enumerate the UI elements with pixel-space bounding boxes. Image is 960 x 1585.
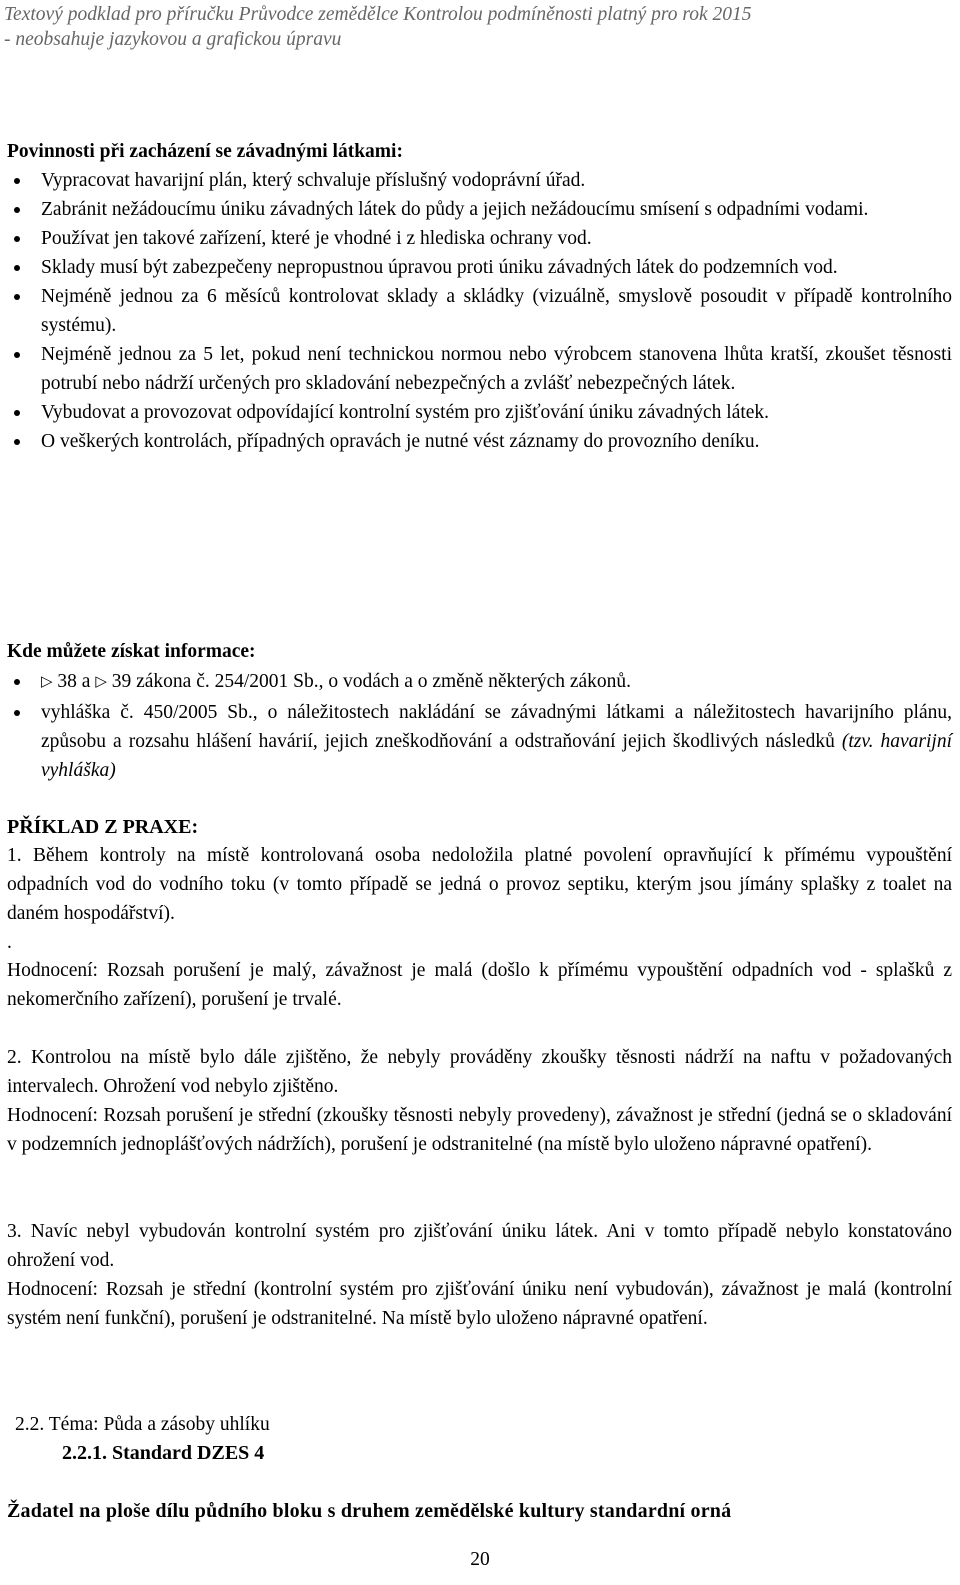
section-title: 2.2. Téma: Půda a zásoby uhlíku	[15, 1414, 270, 1435]
duties-heading: Povinnosti při zacházení se závadnými látkami:	[7, 141, 403, 162]
law-ref-b: 39 zákona č. 254/2001 Sb.	[111, 671, 319, 692]
practice-evaluation-2: Hodnocení: Rozsah porušení je střední (zkoušky těsnosti nebyly provedeny), závažnost je střední (jedná se o skladování v podzemních jednoplášťových nádržích), porušení je odstranitelné (na místě bylo uloženo nápravné opatření).	[7, 1105, 952, 1155]
list-item: Vypracovat havarijní plán, který schvaluje příslušný vodoprávní úřad.	[7, 166, 952, 195]
arrow-icon: ▷	[41, 674, 53, 690]
section-subtitle: 2.2.1. Standard DZES 4	[62, 1442, 265, 1464]
practice-heading: PŘÍKLAD Z PRAXE:	[7, 816, 199, 838]
practice-dot: .	[7, 932, 12, 953]
practice-evaluation-1: Hodnocení: Rozsah porušení je malý, závažnost je malá (došlo k přímému vypouštění odpadních vod - splašků z nekomerčního zařízení), porušení je trvalé.	[7, 960, 952, 1010]
section-lead: Žadatel na ploše dílu půdního bloku s druhem zemědělské kultury standardní orná	[7, 1500, 732, 1522]
decree-alias: (tzv. havarijní vyhláška)	[41, 731, 952, 781]
practice-evaluation-3: Hodnocení: Rozsah je střední (kontrolní systém pro zjišťování úniku není vybudován), závažnost je malá (kontrolní systém není funkční), porušení je odstranitelné. Na místě bylo uloženo nápravné opatření.	[7, 1279, 952, 1329]
info-list	[7, 667, 952, 785]
list-item: Nejméně jednou za 6 měsíců kontrolovat sklady a skládky (vizuálně, smyslově posoudit v případě kontrolního systému).	[7, 282, 952, 340]
practice-case-3: 3. Navíc nebyl vybudován kontrolní systém pro zjišťování úniku látek. Ani v tomto případě nebylo konstatováno ohrožení vod.	[7, 1221, 952, 1271]
list-item	[7, 698, 952, 785]
info-heading: Kde můžete získat informace:	[7, 641, 256, 662]
header-line-1: Textový podklad pro příručku Průvodce zemědělce Kontrolou podmíněnosti platný pro rok 2015	[4, 4, 752, 25]
list-item: Používat jen takové zařízení, které je vhodné i z hlediska ochrany vod.	[7, 224, 952, 253]
decree-ref: vyhláška č. 450/2005 Sb.	[41, 702, 253, 723]
page-number: 20	[470, 1549, 490, 1570]
list-item	[7, 667, 952, 698]
duties-list	[7, 166, 952, 456]
arrow-icon: ▷	[95, 674, 107, 690]
document-header	[4, 2, 752, 52]
list-item: Zabránit nežádoucímu úniku závadných látek do půdy a jejich nežádoucímu smísení s odpadními vodami.	[7, 195, 952, 224]
header-line-2: - neobsahuje jazykovou a grafickou úpravu	[4, 29, 342, 50]
list-item: Vybudovat a provozovat odpovídající kontrolní systém pro zjišťování úniku závadných látek.	[7, 398, 952, 427]
list-item: Nejméně jednou za 5 let, pokud není technickou normou nebo výrobcem stanovena lhůta kratší, zkoušet těsnosti potrubí nebo nádrží určených pro skladování nebezpečných a zvlášť nebezpečných látek.	[7, 340, 952, 398]
law-ref-a: 38 a	[57, 671, 91, 692]
list-item: Sklady musí být zabezpečeny nepropustnou úpravou proti úniku závadných látek do podzemních vod.	[7, 253, 952, 282]
law-ref-c: , o vodách a o změně některých zákonů.	[318, 671, 632, 692]
decree-desc: , o náležitostech nakládání se závadnými látkami a náležitostech havarijního plánu, způsobu a rozsahu hlášení havárií, jejich zneškodňování a odstraňování jejich škodlivých následků	[41, 702, 953, 752]
practice-case-1: 1. Během kontroly na místě kontrolovaná osoba nedoložila platné povolení opravňující k přímému vypouštění odpadních vod do vodního toku (v tomto případě se jedná o provoz septiku, kterým jsou jímány splašky z toalet na daném hospodářství).	[7, 845, 952, 924]
list-item: O veškerých kontrolách, případných opravách je nutné vést záznamy do provozního deníku.	[7, 427, 952, 456]
practice-case-2: 2. Kontrolou na místě bylo dále zjištěno, že nebyly prováděny zkoušky těsnosti nádrží na naftu v požadovaných intervalech. Ohrožení vod nebylo zjištěno.	[7, 1047, 952, 1097]
